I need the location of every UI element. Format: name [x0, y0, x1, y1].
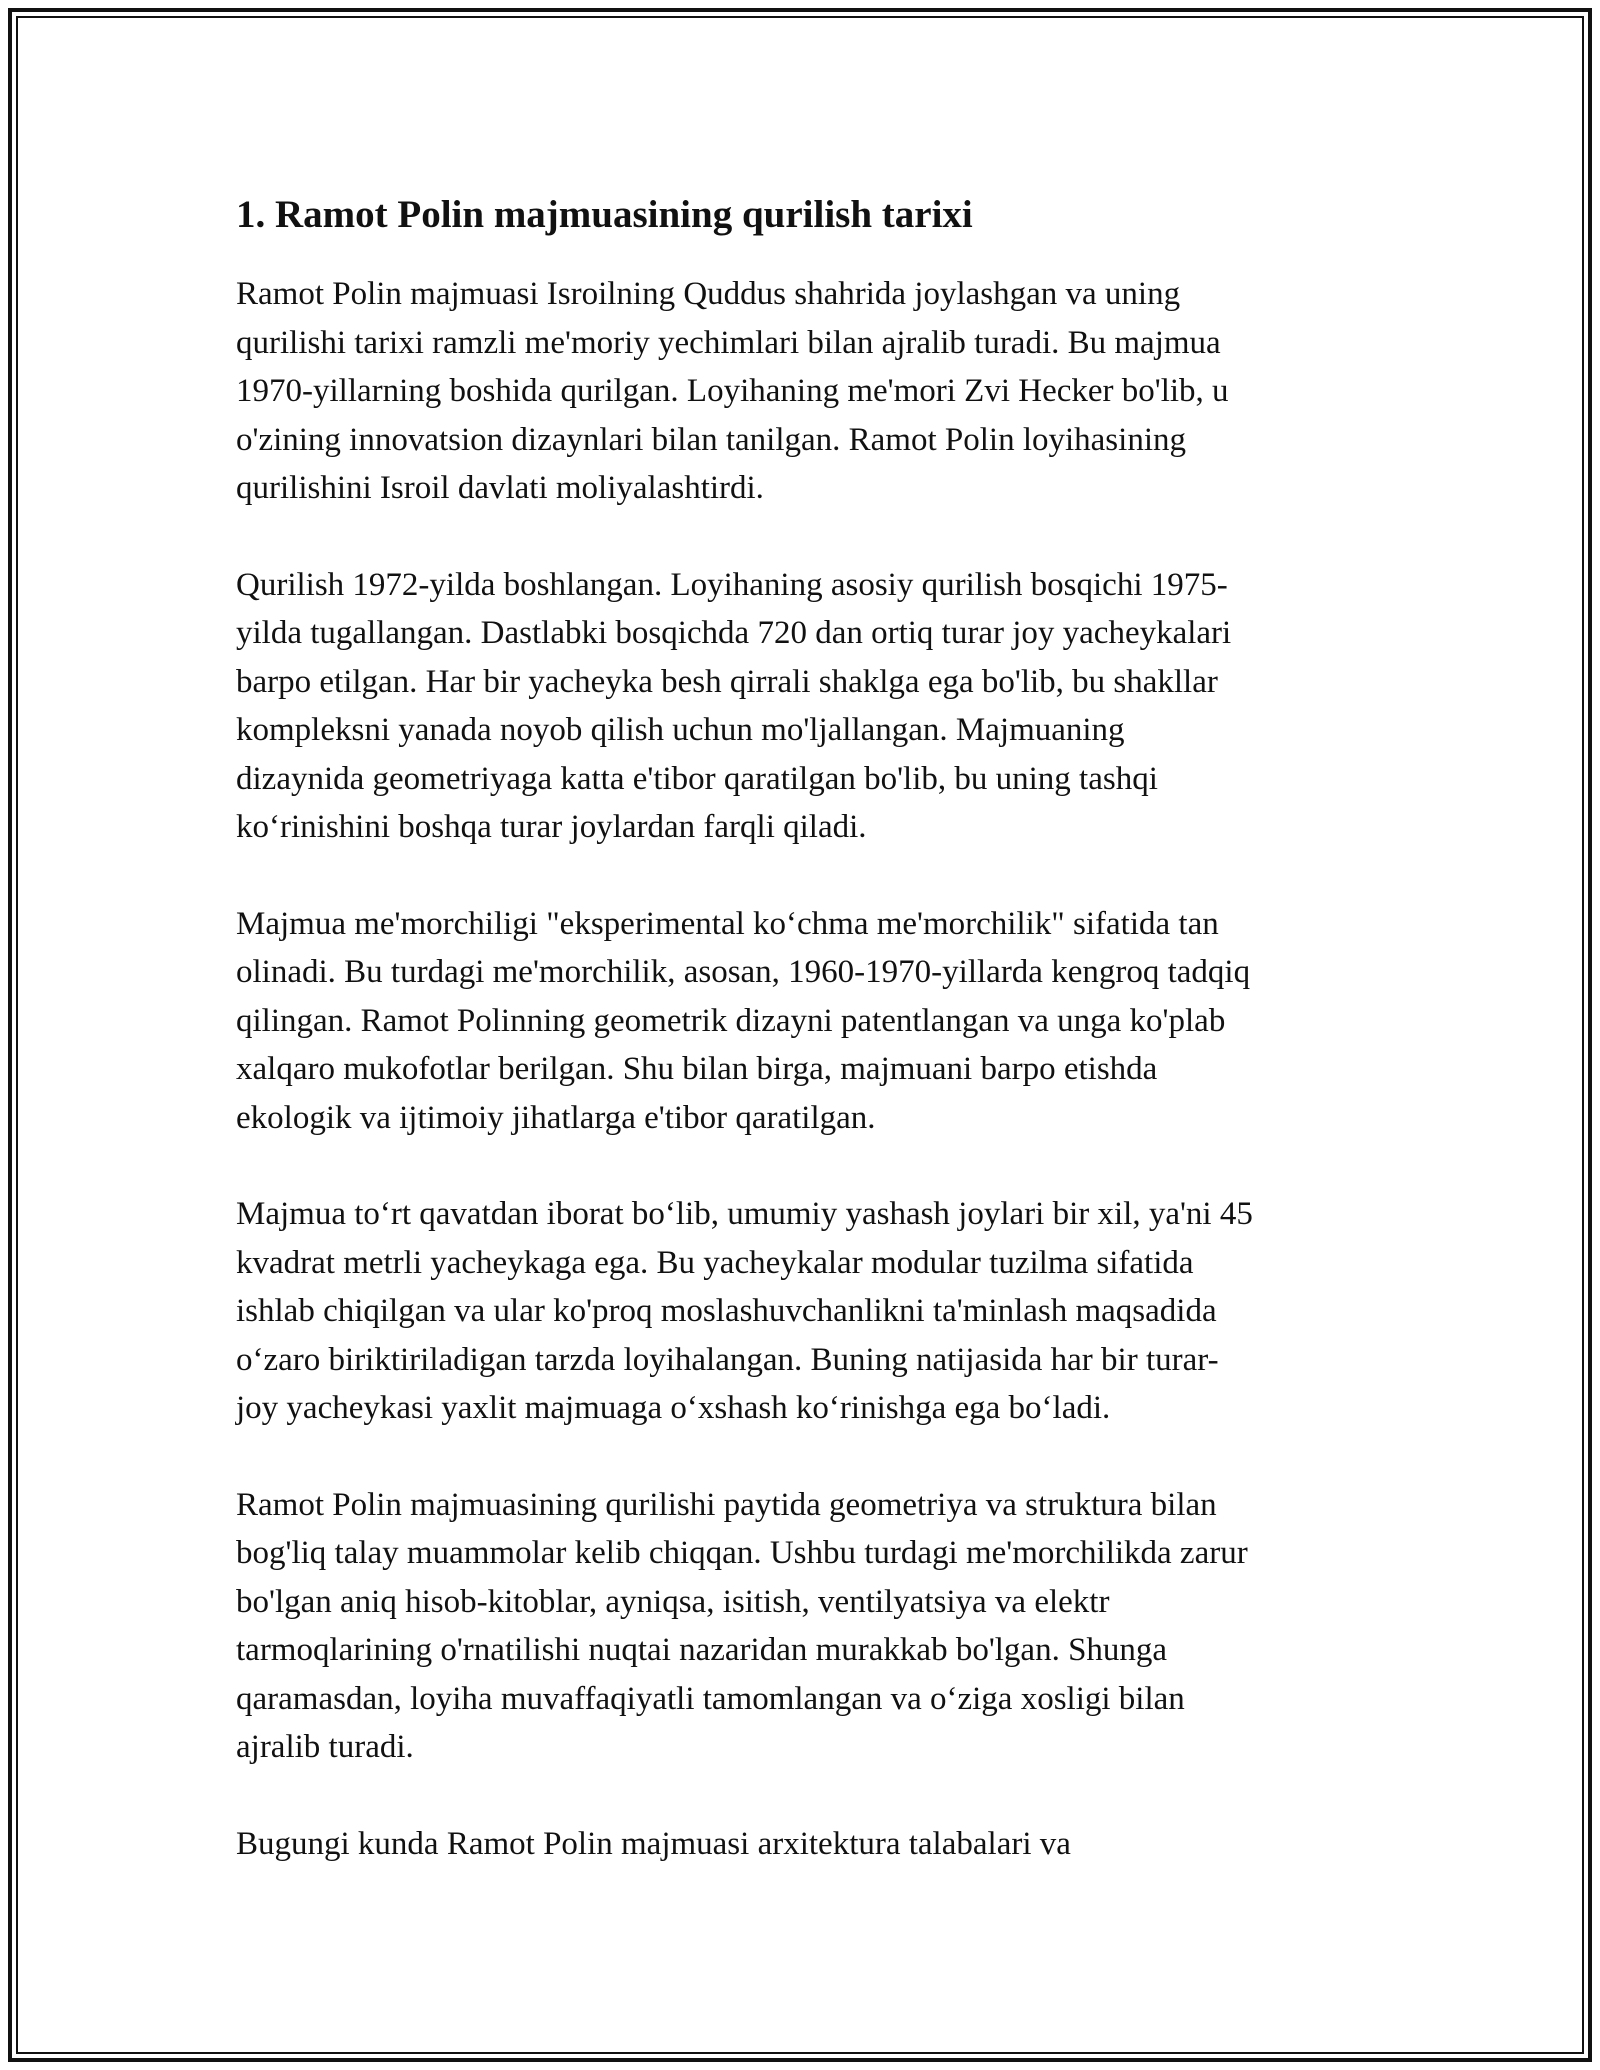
text-line: olinadi. Bu turdagi me'morchilik, asosan, 1960-1970-yillarda kengroq tadqiq — [236, 954, 1251, 990]
text-line: kompleksni yanada noyob qilish uchun mo'ljallangan. Majmuaning — [236, 712, 1125, 748]
text-line: 1970-yillarning boshida qurilgan. Loyihaning me'mori Zvi Hecker bo'lib, u — [236, 373, 1229, 409]
text-line: joy yacheykasi yaxlit majmuaga o‘xshash ko‘rinishga ega bo‘ladi. — [236, 1390, 1111, 1426]
text-line: qilingan. Ramot Polinning geometrik dizayni patentlangan va unga ko'plab — [236, 1002, 1226, 1039]
text-line: yilda tugallangan. Dastlabki bosqichda 720 dan ortiq turar joy yacheykalari — [236, 615, 1232, 651]
section-title: 1. Ramot Polin majmuasining qurilish tarixi — [236, 193, 973, 236]
document-body — [236, 188, 1376, 1916]
text-line: o‘zaro biriktiriladigan tarzda loyihalangan. Buning natijasida har bir turar- — [236, 1341, 1219, 1378]
text-line: ekologik va ijtimoiy jihatlarga e'tibor qaratilgan. — [236, 1099, 876, 1136]
paragraph-3 — [236, 900, 1376, 1143]
text-line: kvadrat metrli yacheykaga ega. Bu yacheykalar modular tuzilma sifatida — [236, 1244, 1194, 1281]
paragraph-1 — [236, 270, 1376, 513]
text-line: qurilishi tarixi ramzli me'moriy yechimlari bilan ajralib turadi. Bu majmua — [236, 324, 1221, 361]
text-line: qurilishini Isroil davlati moliyalashtirdi. — [236, 470, 764, 506]
text-line: bo'lgan aniq hisob-kitoblar, ayniqsa, isitish, ventilyatsiya va elektr — [236, 1583, 1110, 1620]
text-line: Majmua to‘rt qavatdan iborat bo‘lib, umumiy yashash joylari bir xil, ya'ni 45 — [236, 1196, 1253, 1232]
text-line: Ramot Polin majmuasining qurilishi paytida geometriya va struktura bilan — [236, 1486, 1217, 1523]
text-line: qaramasdan, loyiha muvaffaqiyatli tamomlangan va o‘ziga xosligi bilan — [236, 1680, 1185, 1717]
text-line: dizaynida geometriyaga katta e'tibor qaratilgan bo'lib, bu uning tashqi — [236, 760, 1158, 797]
paragraph-5 — [236, 1481, 1376, 1772]
text-line: bog'liq talay muammolar kelib chiqqan. Ushbu turdagi me'morchilikda zarur — [236, 1535, 1248, 1571]
text-line: ko‘rinishini boshqa turar joylardan farqli qiladi. — [236, 809, 867, 845]
text-line: ishlab chiqilgan va ular ko'proq moslashuvchanlikni ta'minlash maqsadida — [236, 1293, 1217, 1329]
text-line: Qurilish 1972-yilda boshlangan. Loyihaning asosiy qurilish bosqichi 1975- — [236, 566, 1228, 603]
text-line: Majmua me'morchiligi "eksperimental ko‘chma me'morchilik" sifatida tan — [236, 905, 1219, 942]
text-line: Bugungi kunda Ramot Polin majmuasi arxitektura talabalari va — [236, 1825, 1071, 1862]
paragraph-2 — [236, 561, 1376, 852]
text-line: o'zining innovatsion dizaynlari bilan tanilgan. Ramot Polin loyihasining — [236, 421, 1186, 458]
text-line: ajralib turadi. — [236, 1729, 414, 1765]
paragraph-6 — [236, 1820, 1376, 1869]
text-line: barpo etilgan. Har bir yacheyka besh qirrali shaklga ega bo'lib, bu shakllar — [236, 663, 1218, 700]
paragraph-4 — [236, 1190, 1376, 1433]
text-line: Ramot Polin majmuasi Isroilning Quddus shahrida joylashgan va uning — [236, 276, 1181, 312]
text-line: tarmoqlarining o'rnatilishi nuqtai nazaridan murakkab bo'lgan. Shunga — [236, 1632, 1168, 1668]
text-line: xalqaro mukofotlar berilgan. Shu bilan birga, majmuani barpo etishda — [236, 1051, 1158, 1087]
